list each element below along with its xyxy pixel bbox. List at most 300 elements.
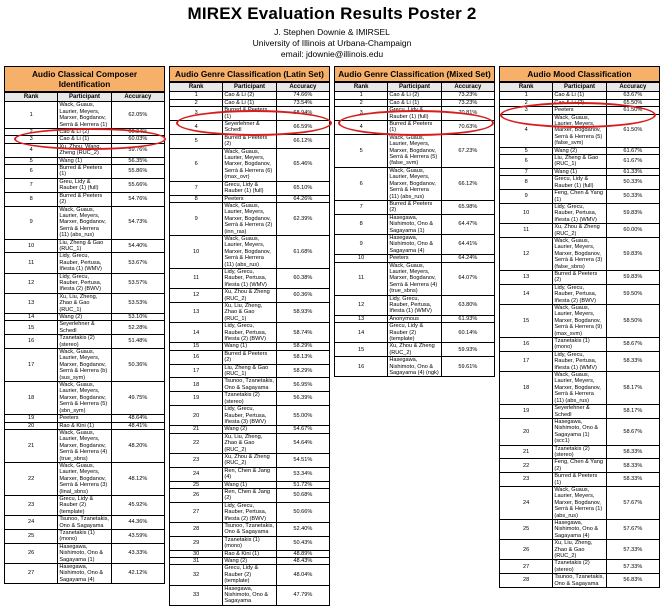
- participant-cell: Ren, Chen & Jang (2): [223, 488, 276, 502]
- rank-cell: 15: [5, 321, 58, 335]
- rank-cell: 12: [170, 289, 223, 303]
- participant-cell: Lidy, Grecu, Rauber, Pertusa, Iñesta (1) (WMV): [223, 268, 276, 288]
- rank-cell: 23: [500, 473, 553, 487]
- rank-cell: 21: [500, 445, 553, 459]
- rank-cell: 17: [170, 364, 223, 378]
- accuracy-cell: 59.83%: [606, 203, 659, 223]
- rank-cell: 24: [170, 467, 223, 481]
- accuracy-cell: 58.67%: [606, 418, 659, 445]
- table-row: [5, 129, 165, 136]
- rank-cell: 11: [335, 262, 388, 295]
- accuracy-cell: 58.33%: [606, 445, 659, 459]
- table-row: [500, 176, 660, 190]
- accuracy-cell: 61.67%: [606, 155, 659, 169]
- table-row: [335, 315, 495, 322]
- table-row: [170, 99, 330, 106]
- table-row: [500, 147, 660, 154]
- authors: J. Stephen Downie & IMIRSEL: [274, 27, 390, 37]
- participant-cell: Lidy, Grecu, Rauber, Pertusa, Iñesta (3) (BWV): [223, 406, 276, 426]
- rank-cell: 7: [5, 178, 58, 192]
- accuracy-cell: 66.59%: [276, 121, 329, 135]
- table-row: [5, 192, 165, 206]
- accuracy-cell: 59.83%: [606, 237, 659, 270]
- participant-cell: Hasegawa, Nishimoto, Ono & Sagayama (1) (scc1): [553, 418, 606, 445]
- accuracy-cell: 48.04%: [276, 565, 329, 585]
- accuracy-cell: 63.80%: [441, 295, 494, 315]
- rank-cell: 12: [500, 237, 553, 270]
- accuracy-cell: 53.53%: [111, 293, 164, 313]
- table-row: [5, 157, 165, 164]
- rank-cell: 24: [5, 516, 58, 530]
- table-row: [5, 530, 165, 544]
- accuracy-cell: 61.93%: [441, 315, 494, 322]
- participant-cell: Wang (1): [58, 157, 111, 164]
- participant-cell: Burred & Peeters (2): [58, 192, 111, 206]
- participant-cell: Cao & Li (1): [223, 99, 276, 106]
- table-row: [170, 523, 330, 537]
- rank-cell: 27: [500, 560, 553, 574]
- table-row: [5, 462, 165, 495]
- table-row: [5, 178, 165, 192]
- table-row: [335, 357, 495, 377]
- participant-cell: Xu, Liu, Zheng, Zhao & Gao (RUC_2): [553, 540, 606, 560]
- participant-cell: Feng, Chen & Yang (2): [553, 459, 606, 473]
- participant-cell: Peeters: [553, 107, 606, 114]
- table-row: [5, 136, 165, 143]
- accuracy-cell: 73.23%: [441, 92, 494, 99]
- rank-cell: 10: [5, 239, 58, 253]
- accuracy-cell: 65.46%: [276, 148, 329, 181]
- table-row: [500, 190, 660, 204]
- participant-cell: Rao & Kini (1): [223, 550, 276, 557]
- table-row: [5, 239, 165, 253]
- rank-cell: 24: [500, 486, 553, 519]
- participant-cell: Wack, Guaus, Laurier, Meyers, Marxer, Bogdanov, Serrà & Herrera (3) (linal_sbns): [58, 462, 111, 495]
- participant-cell: Wang (2): [553, 147, 606, 154]
- rank-cell: 25: [170, 481, 223, 488]
- rank-cell: 1: [500, 92, 553, 99]
- accuracy-cell: 50.68%: [276, 488, 329, 502]
- table-row: [170, 558, 330, 565]
- rank-cell: 5: [335, 134, 388, 167]
- accuracy-cell: 64.26%: [276, 195, 329, 202]
- rank-cell: 18: [170, 378, 223, 392]
- participant-cell: Wack, Guaus, Laurier, Meyers, Marxer, Bogdanov, Serrà & Herrera (11) (abs_rus): [388, 167, 441, 200]
- table-row: [170, 195, 330, 202]
- participant-cell: Feng, Chen & Yang (1): [553, 190, 606, 204]
- table-row: [335, 255, 495, 262]
- table-row: [170, 148, 330, 181]
- results-table: [169, 82, 330, 606]
- rank-cell: 14: [335, 323, 388, 343]
- table-row: [500, 155, 660, 169]
- table-row: [500, 338, 660, 352]
- participant-cell: Cao & Li (2): [388, 92, 441, 99]
- rank-cell: 22: [170, 433, 223, 453]
- accuracy-cell: 58.50%: [606, 305, 659, 338]
- table-row: [335, 167, 495, 200]
- participant-cell: Xu, Liu, Zheng, Zhao & Gao (RUC_2): [223, 433, 276, 453]
- table-row: [500, 372, 660, 405]
- column-header: Rank: [500, 83, 553, 92]
- accuracy-cell: 48.20%: [111, 429, 164, 462]
- table-row: [335, 99, 495, 106]
- rank-cell: 8: [335, 214, 388, 234]
- participant-cell: Tzanetakis (1) (mono): [58, 530, 111, 544]
- accuracy-cell: 58.29%: [276, 364, 329, 378]
- participant-cell: Tzanetakis (2) (stereo): [58, 335, 111, 349]
- participant-cell: Hasegawa, Nishimoto, Ono & Sagayama (1): [388, 214, 441, 234]
- rank-cell: 13: [170, 303, 223, 323]
- results-panel: [169, 66, 330, 606]
- table-row: [170, 392, 330, 406]
- participant-cell: Rao & Kini (1): [58, 422, 111, 429]
- participant-cell: Grecu, Lidy & Rauber (1) (full): [223, 181, 276, 195]
- table-row: [500, 168, 660, 175]
- rank-cell: 13: [5, 293, 58, 313]
- rank-cell: 4: [170, 121, 223, 135]
- accuracy-cell: 58.17%: [606, 372, 659, 405]
- table-row: [500, 92, 660, 99]
- rank-cell: 22: [500, 459, 553, 473]
- participant-cell: Lidy, Grecu, Rauber, Pertusa, Iñesta (1) (WMV): [388, 295, 441, 315]
- accuracy-cell: 58.33%: [606, 473, 659, 487]
- participant-cell: Xu, Liu, Zheng, Zhao & Gao (RUC_1): [223, 303, 276, 323]
- participant-cell: Tzanetakis (1) (mono): [223, 536, 276, 550]
- accuracy-cell: 58.29%: [276, 343, 329, 350]
- accuracy-cell: 59.76%: [111, 143, 164, 157]
- table-row: [5, 321, 165, 335]
- column-header: Participant: [223, 83, 276, 92]
- table-row: [335, 343, 495, 357]
- rank-cell: 27: [5, 564, 58, 584]
- participant-cell: Wack, Guaus, Laurier, Meyers, Marxer, Bogdanov, Serrà & Herrera (1): [58, 102, 111, 129]
- accuracy-cell: 58.17%: [606, 405, 659, 419]
- table-row: [335, 323, 495, 343]
- accuracy-cell: 70.63%: [441, 121, 494, 135]
- panel-title: Audio Mood Classification: [499, 66, 660, 82]
- column-header: Accuracy: [111, 93, 164, 102]
- table-row: [170, 467, 330, 481]
- accuracy-cell: 67.23%: [441, 134, 494, 167]
- rank-cell: 26: [5, 543, 58, 563]
- rank-cell: 5: [170, 134, 223, 148]
- accuracy-cell: 73.54%: [276, 99, 329, 106]
- participant-cell: Wang (2): [223, 426, 276, 433]
- rank-cell: 11: [170, 268, 223, 288]
- accuracy-cell: 54.73%: [111, 206, 164, 239]
- table-row: [500, 107, 660, 114]
- rank-cell: 17: [500, 351, 553, 371]
- accuracy-cell: 50.33%: [606, 176, 659, 190]
- table-row: [5, 429, 165, 462]
- accuracy-cell: 64.47%: [441, 214, 494, 234]
- participant-cell: Peeters: [388, 255, 441, 262]
- participant-cell: Wack, Guaus, Laurier, Meyers, Marxer, Bogdanov, Serrà & Herrera (11) (abs_rus): [223, 235, 276, 268]
- participant-cell: Wack, Guaus, Laurier, Meyers, Marxer, Bogdanov, Serrà & Herrera (1) (abs_rus): [553, 486, 606, 519]
- column-header: Participant: [58, 93, 111, 102]
- accuracy-cell: 58.33%: [606, 459, 659, 473]
- rank-cell: 29: [170, 536, 223, 550]
- accuracy-cell: 42.12%: [111, 564, 164, 584]
- rank-cell: 14: [500, 284, 553, 304]
- accuracy-cell: 53.10%: [111, 314, 164, 321]
- table-row: [170, 134, 330, 148]
- table-header-row: [335, 83, 495, 92]
- participant-cell: Cao & Li (2): [553, 99, 606, 106]
- participant-cell: Hasegawa, Nishimoto, Ono & Sagayama (4): [388, 234, 441, 254]
- participant-cell: Hasegawa, Nishimoto, Ono & Sagayama (1): [58, 543, 111, 563]
- participant-cell: Liu, Zheng & Gao (RUC_1): [223, 364, 276, 378]
- rank-cell: 30: [170, 550, 223, 557]
- table-row: [5, 516, 165, 530]
- accuracy-cell: 56.83%: [606, 574, 659, 588]
- accuracy-cell: 58.74%: [276, 323, 329, 343]
- rank-cell: 11: [5, 253, 58, 273]
- participant-cell: Wack, Guaus, Laurier, Meyers, Marxer, Bogdanov, Serrà & Herrera (b) (sus_sym): [58, 349, 111, 382]
- participant-cell: Lidy, Grecu, Rauber, Pertusa, Iñesta (2) (BWV): [553, 284, 606, 304]
- accuracy-cell: 74.66%: [276, 92, 329, 99]
- table-row: [5, 314, 165, 321]
- participant-cell: Cao & Li (1): [388, 99, 441, 106]
- rank-cell: 25: [5, 530, 58, 544]
- participant-cell: Liu, Zheng & Gao (RUC_1): [553, 155, 606, 169]
- table-row: [170, 406, 330, 426]
- table-row: [170, 364, 330, 378]
- results-panel: [499, 66, 660, 588]
- rank-cell: 10: [170, 235, 223, 268]
- accuracy-cell: 63.67%: [606, 92, 659, 99]
- results-table: [4, 92, 165, 584]
- rank-cell: 19: [170, 392, 223, 406]
- rank-cell: 21: [170, 426, 223, 433]
- rank-cell: 2: [5, 129, 58, 136]
- participant-cell: Wang (1): [223, 343, 276, 350]
- table-row: [5, 495, 165, 515]
- accuracy-cell: 60.00%: [606, 224, 659, 238]
- participant-cell: Wack, Guaus, Laurier, Meyers, Marxer, Bogdanov, Serrà & Herrera (5) (sbn_sym): [58, 382, 111, 415]
- rank-cell: 23: [5, 495, 58, 515]
- affiliation: University of Illinois at Urbana-Champaign: [252, 38, 412, 48]
- table-row: [5, 253, 165, 273]
- rank-cell: 9: [5, 206, 58, 239]
- accuracy-cell: 58.33%: [606, 351, 659, 371]
- rank-cell: 18: [5, 382, 58, 415]
- table-row: [500, 224, 660, 238]
- rank-cell: 12: [335, 295, 388, 315]
- rank-cell: 8: [5, 192, 58, 206]
- table-row: [170, 481, 330, 488]
- table-row: [170, 433, 330, 453]
- rank-cell: 14: [170, 323, 223, 343]
- table-row: [500, 237, 660, 270]
- participant-cell: Cao & Li (1): [553, 92, 606, 99]
- table-row: [500, 405, 660, 419]
- participant-cell: Lidy, Grecu, Rauber, Pertusa, Iñesta (2) (BWV): [223, 502, 276, 522]
- accuracy-cell: 57.67%: [606, 520, 659, 540]
- participant-cell: Wack, Guaus, Laurier, Meyers, Marxer, Bogdanov, Serrà & Herrera (11) (abs_rus): [58, 206, 111, 239]
- rank-cell: 1: [335, 92, 388, 99]
- accuracy-cell: 57.33%: [606, 560, 659, 574]
- accuracy-cell: 56.35%: [111, 157, 164, 164]
- participant-cell: Peeters: [223, 195, 276, 202]
- accuracy-cell: 57.67%: [606, 486, 659, 519]
- participant-cell: Wang (1): [223, 481, 276, 488]
- participant-cell: Cao & Li (2): [223, 92, 276, 99]
- accuracy-cell: 66.12%: [276, 134, 329, 148]
- accuracy-cell: 70.81%: [441, 107, 494, 121]
- participant-cell: Grecu, Lidy & Rauber (2) (template): [58, 495, 111, 515]
- table-row: [5, 273, 165, 293]
- poster-byline: [0, 27, 664, 60]
- accuracy-cell: 48.64%: [111, 415, 164, 422]
- column-header: Rank: [335, 83, 388, 92]
- table-row: [170, 121, 330, 135]
- participant-cell: Grecu, Lidy & Rauber (2) (template): [223, 565, 276, 585]
- accuracy-cell: 61.50%: [606, 107, 659, 114]
- column-header: Participant: [388, 83, 441, 92]
- rank-cell: 8: [170, 195, 223, 202]
- participant-cell: Cao & Li (2): [58, 129, 111, 136]
- table-row: [500, 284, 660, 304]
- table-row: [170, 107, 330, 121]
- accuracy-cell: 60.36%: [276, 289, 329, 303]
- participant-cell: Wack, Guaus, Laurier, Meyers, Marxer, Bogdanov, Serrà & Herrera (2) (inn_ras): [223, 202, 276, 235]
- accuracy-cell: 66.12%: [441, 167, 494, 200]
- accuracy-cell: 52.40%: [276, 523, 329, 537]
- participant-cell: Cao & Li (1): [58, 136, 111, 143]
- accuracy-cell: 47.79%: [276, 585, 329, 605]
- rank-cell: 9: [335, 234, 388, 254]
- accuracy-cell: 54.51%: [276, 453, 329, 467]
- rank-cell: 9: [170, 202, 223, 235]
- rank-cell: 23: [170, 453, 223, 467]
- participant-cell: Wang (1): [553, 168, 606, 175]
- rank-cell: 12: [5, 273, 58, 293]
- participant-cell: Greu, Lidy & Rauber (1) (full): [58, 178, 111, 192]
- accuracy-cell: 48.41%: [111, 422, 164, 429]
- rank-cell: 6: [335, 167, 388, 200]
- participant-cell: Tsunoo, Tzanetakis, Ono & Sagayama: [223, 378, 276, 392]
- accuracy-cell: 45.92%: [111, 495, 164, 515]
- accuracy-cell: 53.57%: [111, 273, 164, 293]
- accuracy-cell: 54.40%: [111, 239, 164, 253]
- rank-cell: 3: [500, 107, 553, 114]
- rank-cell: 3: [335, 107, 388, 121]
- table-row: [500, 114, 660, 147]
- rank-cell: 15: [500, 305, 553, 338]
- rank-cell: 2: [335, 99, 388, 106]
- accuracy-cell: 59.93%: [441, 343, 494, 357]
- accuracy-cell: 65.98%: [441, 200, 494, 214]
- participant-cell: Seyerlehner & Schedl: [58, 321, 111, 335]
- table-row: [500, 574, 660, 588]
- rank-cell: 18: [500, 372, 553, 405]
- column-header: Accuracy: [606, 83, 659, 92]
- table-row: [500, 99, 660, 106]
- results-panel: [334, 66, 495, 377]
- participant-cell: Wack, Guaus, Laurier, Meyers, Marxer, Bogdanov, Serrà & Herrera (4) (true_sbns): [58, 429, 111, 462]
- rank-cell: 7: [170, 181, 223, 195]
- participant-cell: Seyerlehner & Schedl: [553, 405, 606, 419]
- participant-cell: Tzanetakis (2) (stereo): [553, 560, 606, 574]
- participant-cell: Burred & Peeters (2): [223, 134, 276, 148]
- participant-cell: Burred & Peeters (2): [223, 350, 276, 364]
- accuracy-cell: 55.66%: [111, 178, 164, 192]
- participant-cell: Wack, Guaus, Laurier, Meyers, Marxer, Bogdanov, Serrà & Herrera (6) (max_ovr): [223, 148, 276, 181]
- participant-cell: Hasegawa, Nishimoto, Ono & Sagayama (4): [553, 520, 606, 540]
- accuracy-cell: 44.36%: [111, 516, 164, 530]
- participant-cell: Burred & Peeters (1): [553, 473, 606, 487]
- table-row: [170, 585, 330, 605]
- participant-cell: Tsunoo, Tzanetakis, Ono & Sagayama: [58, 516, 111, 530]
- accuracy-cell: 43.59%: [111, 530, 164, 544]
- accuracy-cell: 51.72%: [276, 481, 329, 488]
- column-header: Participant: [553, 83, 606, 92]
- rank-cell: 13: [335, 315, 388, 322]
- rank-cell: 17: [5, 349, 58, 382]
- table-row: [170, 536, 330, 550]
- participant-cell: Xu, Zhou & Zheng (RUC_2): [223, 453, 276, 467]
- table-row: [5, 293, 165, 313]
- rank-cell: 6: [5, 165, 58, 179]
- rank-cell: 19: [500, 405, 553, 419]
- participant-cell: Burred & Peeters (1): [388, 121, 441, 135]
- accuracy-cell: 64.24%: [441, 255, 494, 262]
- table-row: [170, 268, 330, 288]
- table-row: [170, 426, 330, 433]
- participant-cell: Tzanetakis (2) (stereo): [553, 445, 606, 459]
- accuracy-cell: 61.67%: [606, 147, 659, 154]
- rank-cell: 28: [500, 574, 553, 588]
- rank-cell: 9: [500, 190, 553, 204]
- column-header: Rank: [5, 93, 58, 102]
- table-row: [500, 445, 660, 459]
- rank-cell: 1: [170, 92, 223, 99]
- participant-cell: Wack, Guaus, Laurier, Meyers, Marxer, Bogdanov, Serrà & Herrera (5) (false_svm): [553, 114, 606, 147]
- rank-cell: 16: [335, 357, 388, 377]
- table-row: [500, 486, 660, 519]
- participant-cell: Grecu, Lidy & Rauber (1) (full): [388, 107, 441, 121]
- accuracy-cell: 53.34%: [276, 467, 329, 481]
- participant-cell: Lidy, Grecu, Rauber, Pertusa, Iñesta (1) (WMV): [553, 351, 606, 371]
- rank-cell: 16: [5, 335, 58, 349]
- rank-cell: 16: [500, 338, 553, 352]
- results-panels: [0, 66, 664, 606]
- rank-cell: 7: [500, 168, 553, 175]
- table-row: [500, 351, 660, 371]
- table-row: [500, 473, 660, 487]
- accuracy-cell: 48.43%: [276, 558, 329, 565]
- participant-cell: Peeters: [58, 415, 111, 422]
- participant-cell: Tzanetakis (2) (stereo): [223, 392, 276, 406]
- accuracy-cell: 50.33%: [606, 190, 659, 204]
- participant-cell: Tsunoo, Tzanetakis, Ono & Sagayama: [553, 574, 606, 588]
- table-row: [170, 202, 330, 235]
- table-row: [170, 181, 330, 195]
- table-row: [170, 323, 330, 343]
- rank-cell: 2: [500, 99, 553, 106]
- participant-cell: Hasegawa, Nishimoto, Ono & Sagayama (4) (ngk): [388, 357, 441, 377]
- participant-cell: Xu, Zhou & Zheng (RUC_2): [553, 224, 606, 238]
- participant-cell: Lidy, Grecu, Rauber, Pertusa, Iñesta (2) (BWV): [223, 323, 276, 343]
- accuracy-cell: 50.43%: [276, 536, 329, 550]
- participant-cell: Wack, Guaus, Laurier, Meyers, Marxer, Bogdanov, Serrà & Herrera (4) (true_sbns): [388, 262, 441, 295]
- accuracy-cell: 68.94%: [276, 107, 329, 121]
- rank-cell: 20: [500, 418, 553, 445]
- table-row: [170, 565, 330, 585]
- table-row: [170, 350, 330, 364]
